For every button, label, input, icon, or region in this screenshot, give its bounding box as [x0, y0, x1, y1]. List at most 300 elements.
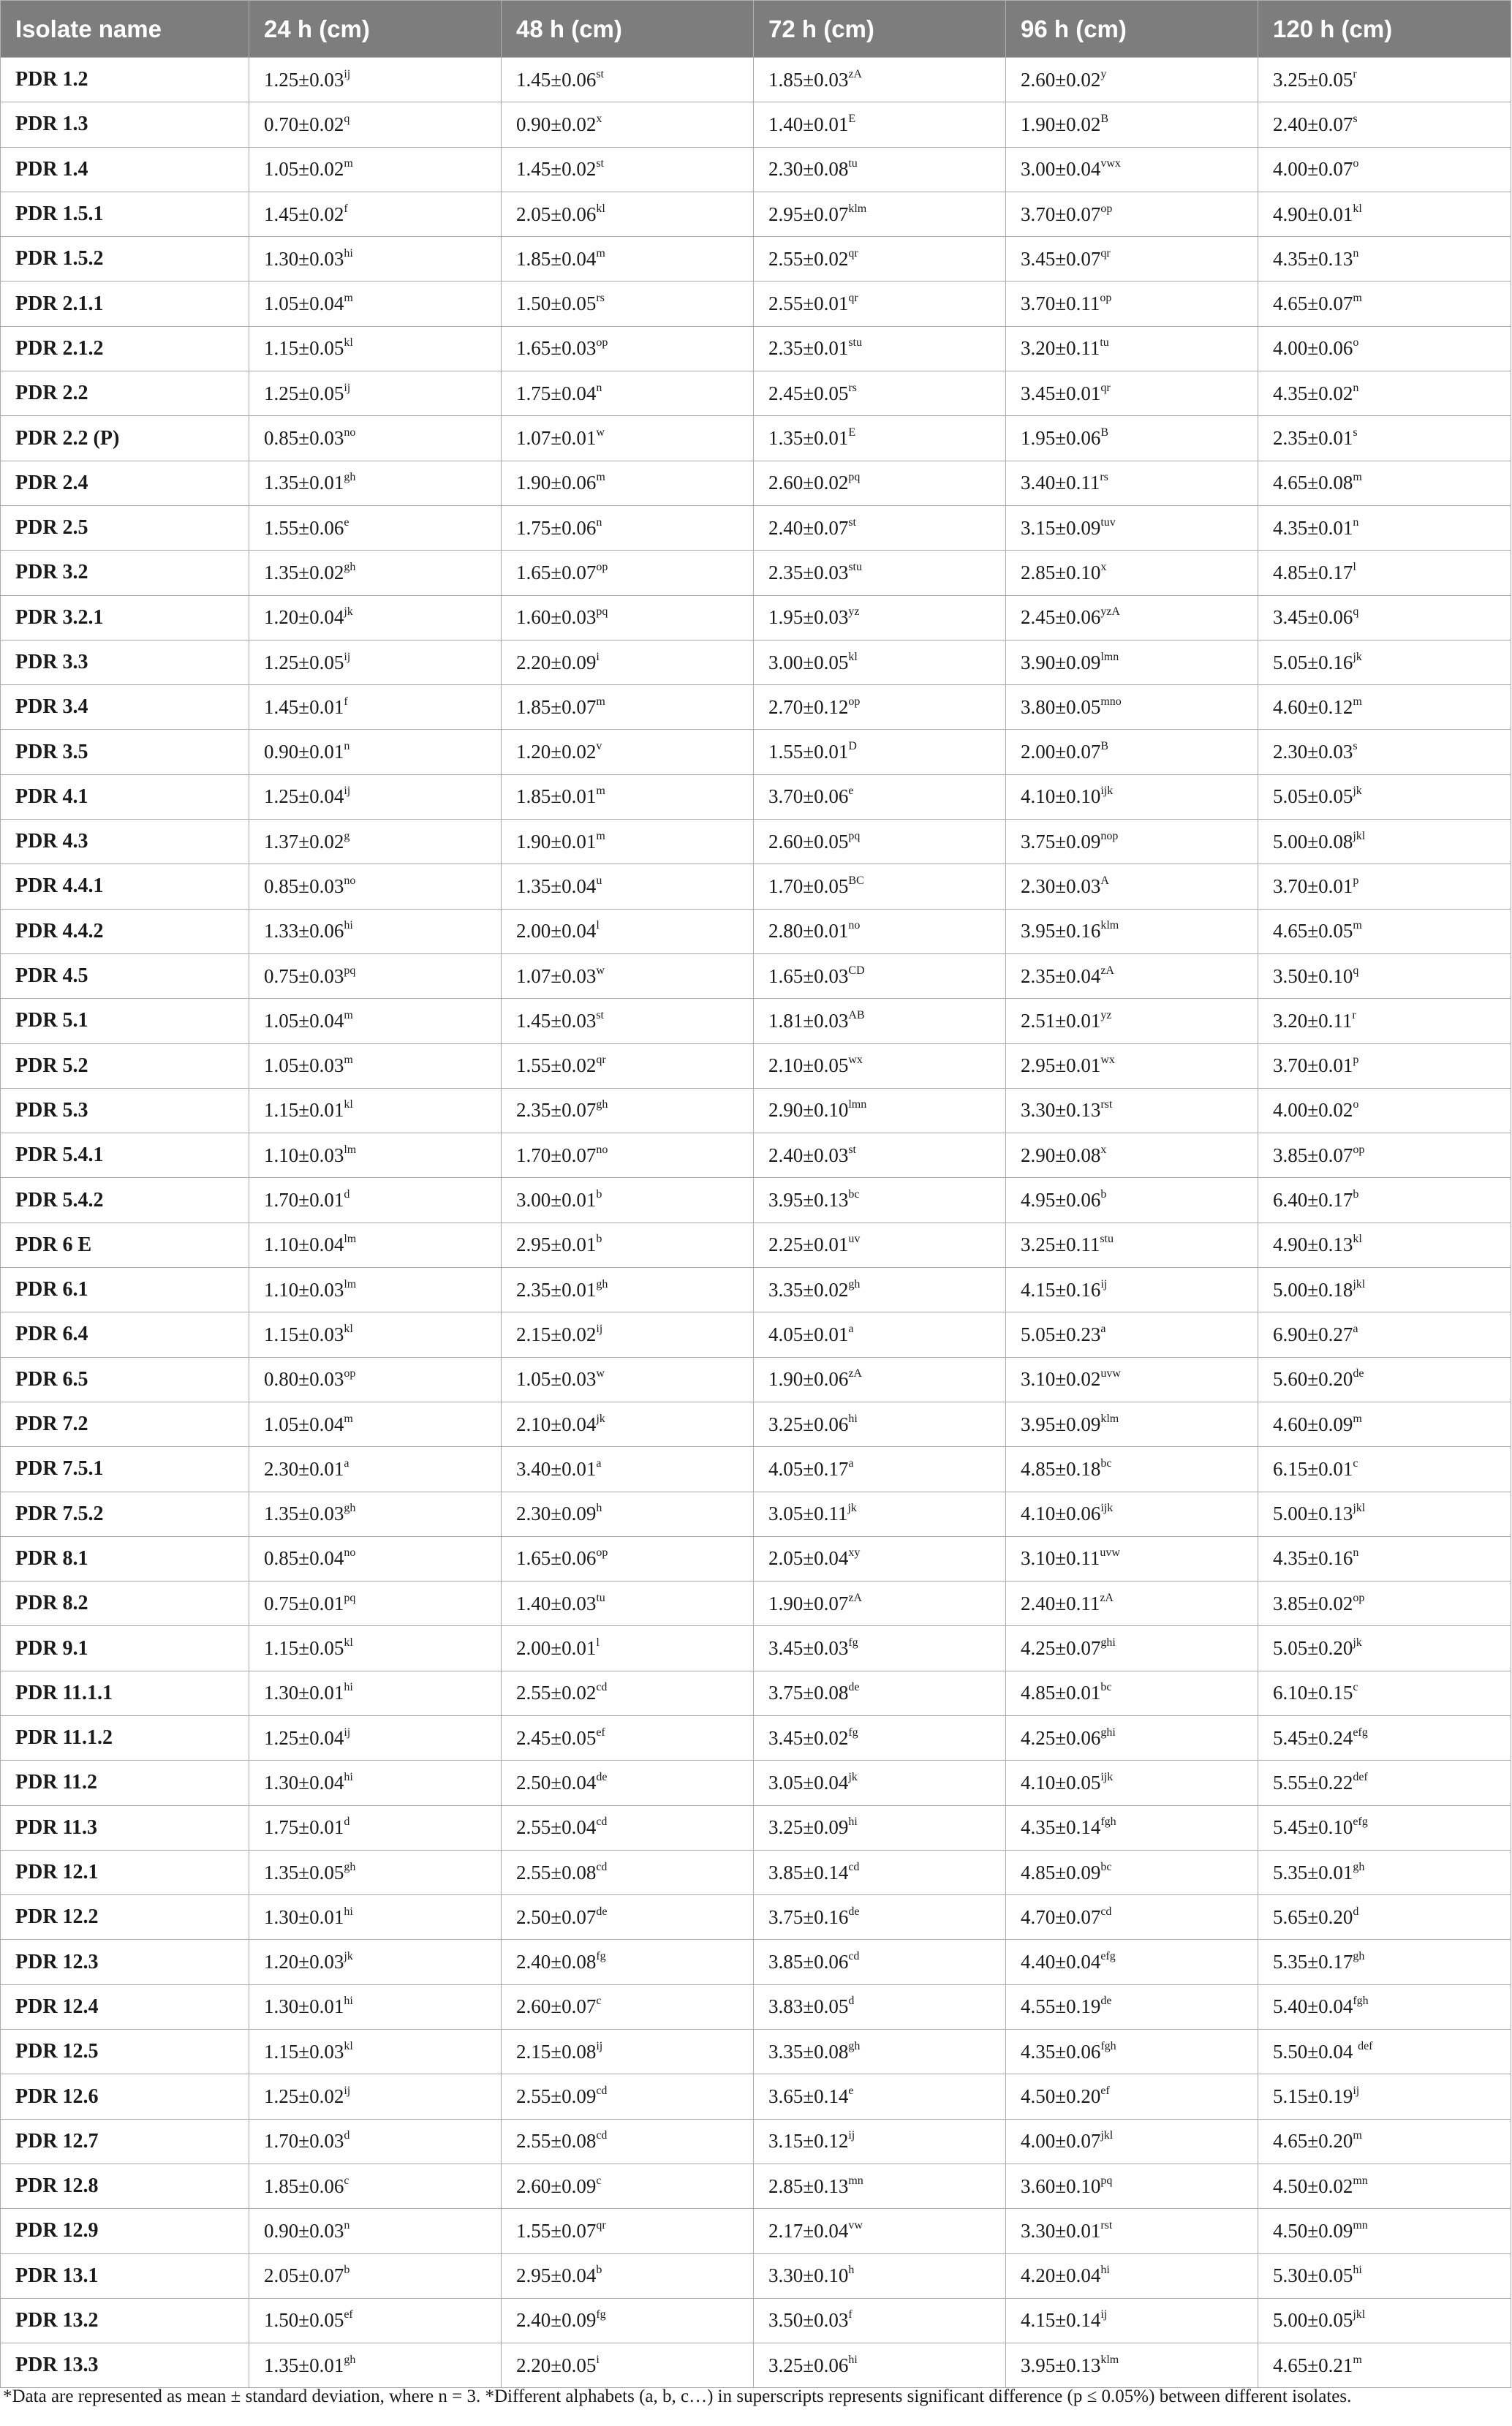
mean-sd-value: 5.45±0.10: [1273, 1816, 1353, 1839]
isolate-name-cell: PDR 6 E: [1, 1223, 249, 1267]
significance-letters: klm: [1100, 1412, 1119, 1425]
mean-sd-value: 2.35±0.01: [516, 1278, 597, 1301]
significance-letters: cd: [596, 1815, 608, 1829]
growth-cell: [502, 1715, 754, 1760]
significance-letters: def: [1353, 1770, 1368, 1783]
growth-cell: [249, 237, 502, 281]
significance-letters: pq: [344, 964, 356, 977]
significance-letters: n: [344, 2218, 350, 2232]
significance-letters: p: [1353, 874, 1359, 887]
significance-letters: fgh: [1100, 1815, 1116, 1829]
mean-sd-value: 4.35±0.16: [1273, 1547, 1353, 1570]
mean-sd-value: 0.75±0.03: [264, 964, 344, 987]
table-row: [1, 461, 1511, 505]
mean-sd-value: 2.95±0.01: [516, 1233, 597, 1256]
growth-cell: [1258, 1312, 1511, 1357]
growth-cell: [249, 1357, 502, 1402]
mean-sd-value: 1.75±0.01: [264, 1816, 344, 1839]
growth-cell: [754, 192, 1006, 236]
mean-sd-value: 2.35±0.01: [768, 337, 849, 360]
growth-cell: [249, 1447, 502, 1492]
growth-cell: [1006, 1268, 1258, 1312]
growth-cell: [1258, 1850, 1511, 1894]
significance-letters: rs: [1100, 471, 1108, 484]
significance-letters: v: [596, 740, 602, 753]
significance-letters: b: [596, 1188, 602, 1201]
significance-letters: kl: [1353, 1233, 1362, 1246]
mean-sd-value: 4.65±0.20: [1273, 2130, 1353, 2153]
significance-letters: lmn: [1100, 650, 1119, 663]
mean-sd-value: 1.20±0.03: [264, 1951, 344, 1973]
growth-cell: [1258, 1805, 1511, 1850]
growth-cell: [754, 326, 1006, 371]
mean-sd-value: 1.45±0.01: [264, 695, 344, 718]
significance-letters: bc: [1100, 1681, 1112, 1694]
table-row: [1, 1895, 1511, 1940]
mean-sd-value: 1.95±0.06: [1021, 427, 1101, 450]
mean-sd-value: 3.30±0.10: [768, 2264, 849, 2287]
mean-sd-value: 2.85±0.10: [1021, 561, 1101, 583]
significance-letters: ij: [1100, 1277, 1108, 1291]
growth-cell: [1006, 730, 1258, 774]
mean-sd-value: 4.10±0.10: [1021, 785, 1101, 808]
isolate-name-cell: PDR 12.3: [1, 1940, 249, 1984]
growth-cell: [502, 1268, 754, 1312]
mean-sd-value: 6.90±0.27: [1273, 1323, 1353, 1345]
table-row: [1, 2298, 1511, 2343]
significance-letters: qr: [1100, 381, 1111, 394]
significance-letters: hi: [344, 919, 353, 932]
significance-letters: klm: [1100, 919, 1119, 932]
significance-letters: op: [1353, 1143, 1365, 1156]
significance-letters: m: [1353, 2353, 1362, 2366]
growth-cell: [249, 1761, 502, 1805]
growth-cell: [1006, 461, 1258, 505]
significance-letters: E: [848, 426, 856, 439]
mean-sd-value: 3.25±0.06: [768, 2354, 849, 2376]
isolate-name-cell: PDR 11.1.1: [1, 1671, 249, 1715]
significance-letters: pq: [848, 471, 861, 484]
table-row: [1, 102, 1511, 147]
mean-sd-value: 1.15±0.01: [264, 1099, 344, 1122]
growth-cell: [1258, 505, 1511, 550]
growth-cell: [1006, 505, 1258, 550]
mean-sd-value: 2.55±0.09: [516, 2085, 597, 2107]
mean-sd-value: 5.55±0.22: [1273, 1771, 1353, 1794]
significance-letters: ij: [848, 2129, 855, 2142]
significance-letters: no: [344, 426, 356, 439]
mean-sd-value: 4.70±0.07: [1021, 1905, 1101, 1928]
mean-sd-value: 2.35±0.07: [516, 1099, 597, 1122]
mean-sd-value: 1.25±0.05: [264, 651, 344, 673]
table-row: [1, 999, 1511, 1043]
significance-letters: B: [1100, 112, 1108, 125]
growth-cell: [1006, 909, 1258, 953]
significance-letters: jkl: [1353, 1502, 1366, 1515]
growth-cell: [502, 2298, 754, 2343]
isolate-name-cell: PDR 4.3: [1, 820, 249, 864]
growth-cell: [1258, 595, 1511, 640]
significance-letters: u: [596, 874, 602, 887]
growth-cell: [754, 730, 1006, 774]
growth-cell: [249, 2074, 502, 2119]
mean-sd-value: 4.00±0.06: [1273, 337, 1353, 360]
mean-sd-value: 5.35±0.01: [1273, 1861, 1353, 1883]
mean-sd-value: 1.05±0.04: [264, 292, 344, 315]
mean-sd-value: 3.45±0.06: [1273, 606, 1353, 629]
mean-sd-value: 3.00±0.05: [768, 651, 849, 673]
significance-letters: qr: [596, 2218, 606, 2232]
significance-letters: vwx: [1100, 157, 1121, 170]
mean-sd-value: 2.05±0.04: [768, 1547, 849, 1570]
growth-cell: [502, 999, 754, 1043]
growth-cell: [1006, 1223, 1258, 1267]
growth-cell: [754, 1492, 1006, 1536]
significance-letters: yz: [1100, 1008, 1112, 1021]
growth-cell: [249, 1223, 502, 1267]
mean-sd-value: 0.90±0.01: [264, 741, 344, 763]
growth-cell: [1006, 999, 1258, 1043]
significance-letters: m: [1353, 2129, 1362, 2142]
table-row: [1, 1671, 1511, 1715]
mean-sd-value: 1.70±0.05: [768, 874, 849, 897]
growth-cell: [1258, 2298, 1511, 2343]
mean-sd-value: 1.05±0.03: [516, 1368, 597, 1391]
mean-sd-value: 1.55±0.02: [516, 1054, 597, 1077]
significance-letters: nop: [1100, 829, 1119, 842]
significance-letters: gh: [848, 1277, 861, 1291]
growth-cell: [754, 2030, 1006, 2074]
growth-cell: [502, 1133, 754, 1178]
growth-cell: [249, 864, 502, 909]
significance-letters: hi: [344, 246, 353, 260]
significance-letters: gh: [344, 1860, 356, 1873]
growth-cell: [1006, 1671, 1258, 1715]
significance-letters: rst: [1100, 1098, 1113, 1111]
growth-cell: [502, 1043, 754, 1088]
growth-cell: [249, 2209, 502, 2253]
table-row: [1, 1626, 1511, 1671]
mean-sd-value: 1.70±0.07: [516, 1144, 597, 1166]
mean-sd-value: 2.20±0.09: [516, 651, 597, 673]
mean-sd-value: 2.20±0.05: [516, 2354, 597, 2376]
growth-cell: [249, 685, 502, 730]
growth-cell: [249, 595, 502, 640]
significance-letters: jkl: [1100, 2129, 1114, 2142]
isolate-name-cell: PDR 5.4.2: [1, 1178, 249, 1223]
mean-sd-value: 3.85±0.07: [1273, 1144, 1353, 1166]
significance-letters: q: [1353, 605, 1359, 619]
significance-letters: a: [848, 1456, 854, 1470]
isolate-name-cell: PDR 2.1.2: [1, 326, 249, 371]
significance-letters: rs: [848, 381, 857, 394]
growth-cell: [754, 953, 1006, 998]
growth-cell: [249, 281, 502, 326]
mean-sd-value: 0.75±0.01: [264, 1592, 344, 1614]
growth-cell: [502, 416, 754, 461]
significance-letters: kl: [344, 2039, 353, 2052]
header-72h: 72 h (cm): [754, 1, 1006, 58]
growth-cell: [249, 1671, 502, 1715]
significance-letters: no: [596, 1143, 608, 1156]
table-body: [1, 58, 1511, 2388]
growth-cell: [502, 1178, 754, 1223]
significance-letters: l: [1353, 560, 1356, 573]
significance-letters: kl: [596, 202, 605, 215]
growth-cell: [502, 1940, 754, 1984]
mean-sd-value: 3.95±0.09: [1021, 1413, 1101, 1435]
table-row: [1, 1268, 1511, 1312]
significance-letters: zA: [1100, 1591, 1114, 1604]
mean-sd-value: 3.25±0.05: [1273, 68, 1353, 91]
mean-sd-value: 4.50±0.20: [1021, 2085, 1101, 2107]
growth-cell: [1006, 1850, 1258, 1894]
table-row: [1, 192, 1511, 236]
significance-letters: ij: [596, 1322, 603, 1335]
significance-letters: jkl: [1353, 2308, 1366, 2321]
growth-cell: [754, 640, 1006, 684]
growth-cell: [1006, 2164, 1258, 2208]
significance-letters: i: [596, 2353, 600, 2366]
isolate-name-cell: PDR 1.2: [1, 58, 249, 102]
mean-sd-value: 0.85±0.04: [264, 1547, 344, 1570]
mean-sd-value: 1.95±0.03: [768, 606, 849, 629]
mean-sd-value: 3.60±0.10: [1021, 2174, 1101, 2197]
table-row: [1, 640, 1511, 684]
mean-sd-value: 4.35±0.13: [1273, 247, 1353, 270]
mean-sd-value: 4.25±0.07: [1021, 1637, 1101, 1660]
table-row: [1, 1043, 1511, 1088]
mean-sd-value: 2.50±0.04: [516, 1771, 597, 1794]
mean-sd-value: 4.15±0.16: [1021, 1278, 1101, 1301]
growth-cell: [754, 505, 1006, 550]
table-row: [1, 2343, 1511, 2388]
mean-sd-value: 0.85±0.03: [264, 874, 344, 897]
isolate-name-cell: PDR 2.5: [1, 505, 249, 550]
mean-sd-value: 1.55±0.06: [264, 516, 344, 539]
significance-letters: hi: [344, 1995, 353, 2008]
significance-letters: de: [848, 1905, 860, 1918]
significance-letters: lm: [344, 1143, 357, 1156]
mean-sd-value: 3.20±0.11: [1273, 1009, 1353, 1032]
growth-cell: [1258, 1268, 1511, 1312]
significance-letters: de: [848, 1681, 860, 1694]
significance-letters: de: [596, 1905, 608, 1918]
growth-cell: [1258, 2074, 1511, 2119]
significance-letters: y: [1100, 67, 1107, 80]
significance-letters: pq: [596, 605, 608, 619]
mean-sd-value: 2.55±0.08: [516, 1861, 597, 1883]
mean-sd-value: 4.05±0.01: [768, 1323, 849, 1345]
significance-letters: st: [596, 67, 604, 80]
significance-letters: qr: [1100, 246, 1111, 260]
growth-cell: [1006, 1761, 1258, 1805]
mean-sd-value: 1.65±0.07: [516, 561, 597, 583]
significance-letters: B: [1100, 740, 1108, 753]
significance-letters: gh: [596, 1098, 608, 1111]
growth-cell: [1258, 1447, 1511, 1492]
mean-sd-value: 1.81±0.03: [768, 1009, 849, 1032]
mean-sd-value: 1.70±0.01: [264, 1189, 344, 1212]
table-row: [1, 1715, 1511, 1760]
growth-cell: [249, 2253, 502, 2298]
mean-sd-value: 1.15±0.03: [264, 1323, 344, 1345]
significance-letters: x: [1100, 1143, 1107, 1156]
growth-cell: [754, 1178, 1006, 1223]
table-row: [1, 1223, 1511, 1267]
significance-letters: jk: [848, 1770, 858, 1783]
mean-sd-value: 3.95±0.13: [1021, 2354, 1101, 2376]
significance-letters: hi: [344, 1681, 353, 1694]
mean-sd-value: 1.85±0.04: [516, 247, 597, 270]
significance-letters: d: [344, 1815, 350, 1829]
mean-sd-value: 0.90±0.03: [264, 2219, 344, 2242]
growth-cell: [249, 1312, 502, 1357]
table-row: [1, 1402, 1511, 1446]
mean-sd-value: 2.60±0.02: [768, 472, 849, 494]
growth-cell: [1006, 1357, 1258, 1402]
isolate-name-cell: PDR 3.4: [1, 685, 249, 730]
growth-cell: [1258, 1582, 1511, 1626]
growth-cell: [502, 1671, 754, 1715]
significance-letters: b: [344, 2264, 350, 2277]
growth-cell: [502, 461, 754, 505]
growth-cell: [1258, 461, 1511, 505]
mean-sd-value: 4.85±0.09: [1021, 1861, 1101, 1883]
mean-sd-value: 1.85±0.06: [264, 2174, 344, 2197]
mean-sd-value: 3.20±0.11: [1021, 337, 1100, 360]
significance-letters: qr: [848, 292, 858, 305]
table-row: [1, 953, 1511, 998]
significance-letters: ij: [1353, 2085, 1360, 2097]
significance-letters: c: [596, 2174, 602, 2187]
significance-letters: bc: [1100, 1860, 1112, 1873]
significance-letters: CD: [848, 964, 865, 977]
mean-sd-value: 0.90±0.02: [516, 113, 597, 135]
growth-cell: [1258, 2164, 1511, 2208]
growth-cell: [249, 1088, 502, 1133]
table-row: [1, 774, 1511, 819]
mean-sd-value: 4.50±0.02: [1273, 2174, 1353, 2197]
mean-sd-value: 1.75±0.06: [516, 516, 597, 539]
header-isolate-name: Isolate name: [1, 1, 249, 58]
significance-letters: cd: [596, 2129, 608, 2142]
mean-sd-value: 5.00±0.05: [1273, 2309, 1353, 2332]
mean-sd-value: 1.35±0.03: [264, 1503, 344, 1525]
mean-sd-value: 5.45±0.24: [1273, 1726, 1353, 1749]
growth-cell: [502, 326, 754, 371]
significance-letters: pq: [848, 829, 861, 842]
significance-letters: w: [596, 426, 605, 439]
significance-letters: m: [344, 157, 353, 170]
growth-cell: [1006, 1984, 1258, 2029]
growth-cell: [502, 820, 754, 864]
significance-letters: l: [596, 919, 600, 932]
significance-letters: m: [596, 785, 605, 798]
significance-letters: fg: [596, 1950, 606, 1963]
growth-cell: [1258, 953, 1511, 998]
mean-sd-value: 1.55±0.07: [516, 2219, 597, 2242]
table-row: [1, 1536, 1511, 1581]
mean-sd-value: 4.35±0.01: [1273, 516, 1353, 539]
mean-sd-value: 2.10±0.04: [516, 1413, 597, 1435]
significance-letters: op: [596, 560, 608, 573]
significance-letters: w: [596, 964, 605, 977]
significance-letters: hi: [1100, 2264, 1110, 2277]
growth-cell: [249, 1536, 502, 1581]
significance-letters: kl: [848, 650, 858, 663]
mean-sd-value: 5.40±0.04: [1273, 1995, 1353, 2018]
growth-cell: [249, 1984, 502, 2029]
mean-sd-value: 2.17±0.04: [768, 2219, 849, 2242]
growth-cell: [502, 1088, 754, 1133]
significance-letters: efg: [1100, 1950, 1116, 1963]
growth-cell: [502, 2209, 754, 2253]
growth-cell: [1006, 192, 1258, 236]
header-48h: 48 h (cm): [502, 1, 754, 58]
growth-cell: [1258, 1761, 1511, 1805]
mean-sd-value: 1.85±0.07: [516, 695, 597, 718]
growth-cell: [502, 953, 754, 998]
growth-cell: [754, 2119, 1006, 2164]
isolate-name-cell: PDR 12.2: [1, 1895, 249, 1940]
growth-cell: [1006, 281, 1258, 326]
significance-letters: st: [848, 515, 856, 529]
significance-letters: c: [1353, 1681, 1358, 1694]
growth-cell: [502, 551, 754, 595]
significance-letters: ghi: [1100, 1636, 1116, 1650]
mean-sd-value: 2.55±0.08: [516, 2130, 597, 2153]
growth-cell: [1258, 864, 1511, 909]
mean-sd-value: 6.10±0.15: [1273, 1682, 1353, 1704]
growth-cell: [754, 820, 1006, 864]
isolate-name-cell: PDR 12.6: [1, 2074, 249, 2119]
mean-sd-value: 4.35±0.02: [1273, 382, 1353, 404]
growth-cell: [754, 1402, 1006, 1446]
significance-letters: m: [596, 471, 605, 484]
mean-sd-value: 2.55±0.02: [768, 247, 849, 270]
table-row: [1, 326, 1511, 371]
isolate-name-cell: PDR 6.4: [1, 1312, 249, 1357]
growth-cell: [249, 1940, 502, 1984]
mean-sd-value: 4.00±0.02: [1273, 1099, 1353, 1122]
significance-letters: jk: [344, 1950, 353, 1963]
mean-sd-value: 3.90±0.09: [1021, 651, 1101, 673]
significance-letters: gh: [344, 2353, 356, 2366]
growth-cell: [249, 1402, 502, 1446]
growth-cell: [249, 953, 502, 998]
significance-letters: efg: [1353, 1726, 1368, 1739]
growth-cell: [754, 909, 1006, 953]
mean-sd-value: 3.70±0.01: [1273, 1054, 1353, 1077]
mean-sd-value: 3.10±0.02: [1021, 1368, 1101, 1391]
isolate-name-cell: PDR 8.1: [1, 1536, 249, 1581]
mean-sd-value: 3.80±0.05: [1021, 695, 1101, 718]
growth-cell: [249, 1715, 502, 1760]
mean-sd-value: 4.85±0.01: [1021, 1682, 1101, 1704]
isolate-name-cell: PDR 2.2: [1, 371, 249, 416]
significance-letters: a: [344, 1456, 349, 1470]
growth-cell: [1258, 730, 1511, 774]
mean-sd-value: 4.65±0.21: [1273, 2354, 1353, 2376]
table-row: [1, 1312, 1511, 1357]
mean-sd-value: 1.10±0.03: [264, 1278, 344, 1301]
growth-cell: [1006, 147, 1258, 192]
isolate-name-cell: PDR 11.3: [1, 1805, 249, 1850]
growth-cell: [754, 999, 1006, 1043]
significance-letters: h: [596, 1502, 602, 1515]
significance-letters: m: [596, 695, 605, 708]
